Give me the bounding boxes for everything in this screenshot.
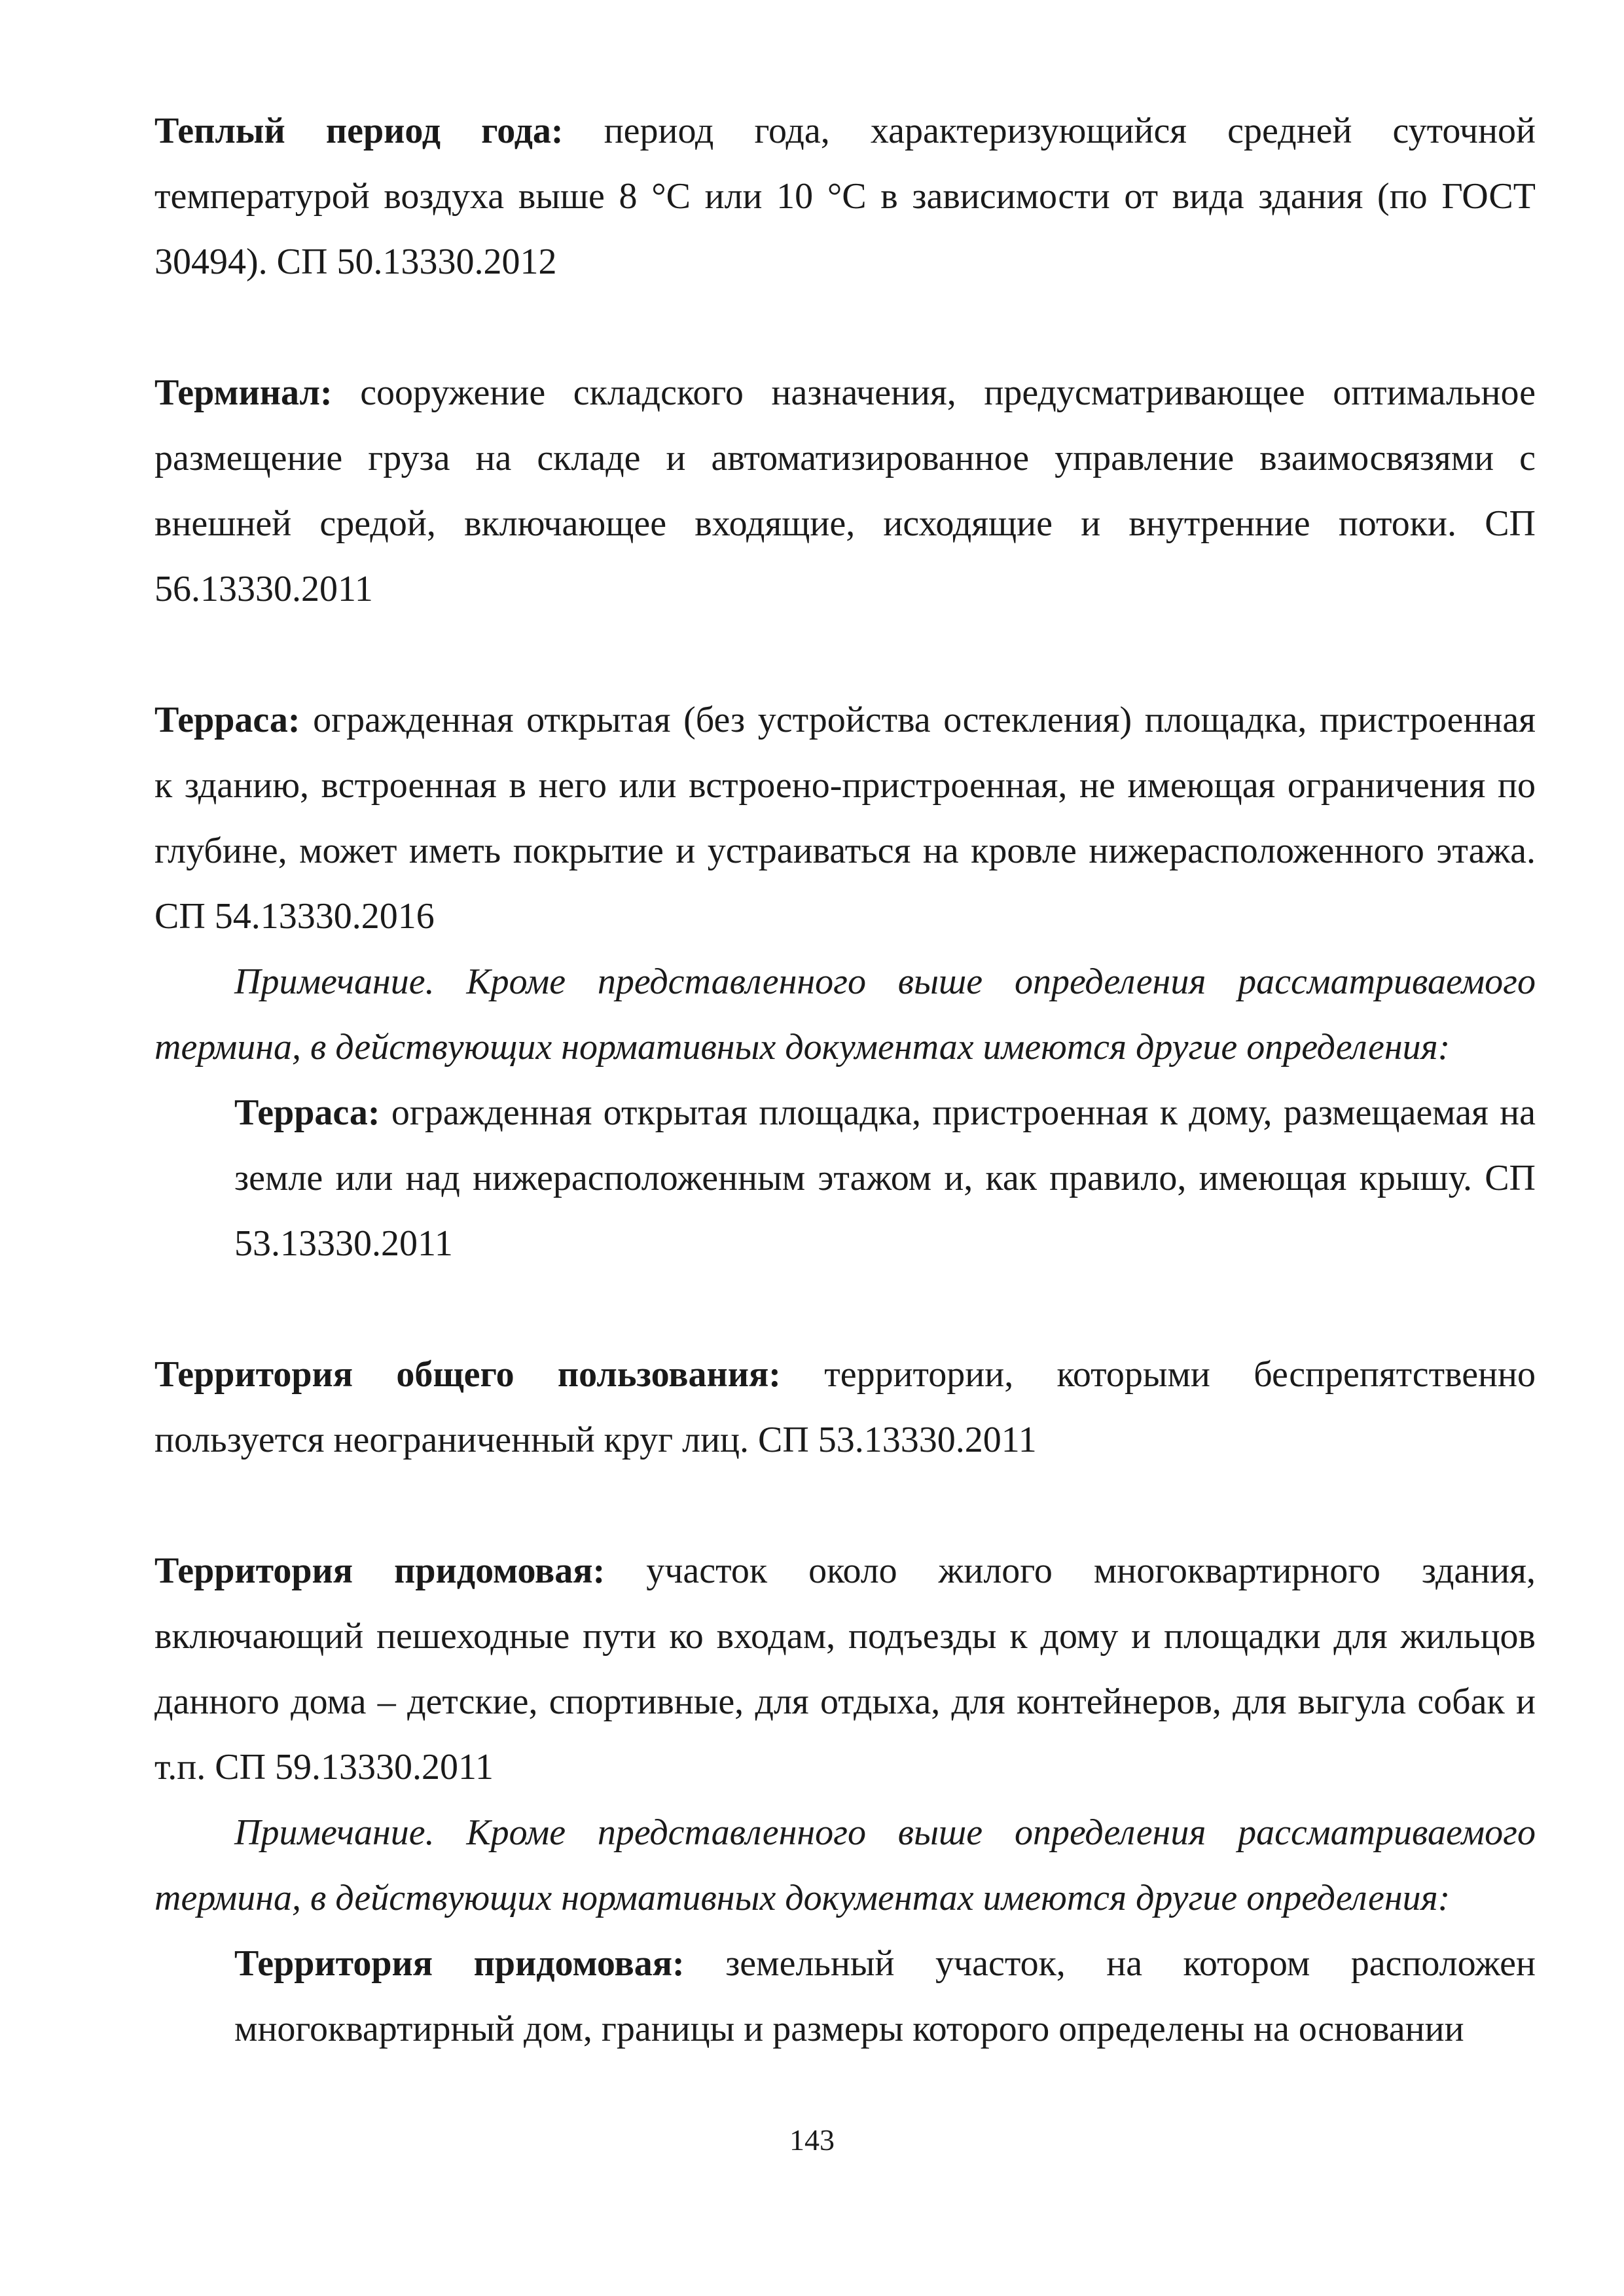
definition: период года, характеризующийся средней суточной температурой воздуха выше 8 °С или 10 °С в зависимости от вида здания (по ГОСТ 30494). СП 50.13330.2012 [154,111,1536,282]
definition: участок около жилого многоквартирного здания, включающий пешеходные пути ко входам, подъезды к дому и площадки для жильцов данного дома – детские, спортивные, для отдыха, для контейнеров, для выгула собак и т.п. СП 59.13330.2011 [154,1551,1536,1787]
definition: огражденная открытая (без устройства остекления) площадка, пристроенная к зданию, встроенная в него или встроено-пристроенная, не имеющая ограничения по глубине, может иметь покрытие и устраиваться на кровле нижерасположенного этажа. СП 54.13330.2016 [154,700,1536,937]
definition: сооружение складского назначения, предусматривающее оптимальное размещение груза на складе и автоматизированное управление взаимосвязями с внешней средой, включающее входящие, исходящие и внутренние потоки. СП 56.13330.2011 [154,372,1536,609]
term: Терминал: [154,372,333,413]
term: Теплый период года: [154,111,564,151]
glossary-entry-terminal [154,360,1536,622]
term: Территория общего пользования: [154,1354,781,1395]
sub-entry [234,1931,1536,2062]
document-page [154,98,1536,2062]
glossary-entry-public-territory [154,1342,1536,1473]
definition: территории, которыми беспрепятственно пользуется неограниченный круг лиц. СП 53.13330.2011 [154,1354,1536,1460]
glossary-entry-terrace [154,687,1536,1276]
note: Примечание. Кроме представленного выше определения рассматриваемого термина, в действующих нормативных документах имеются другие определения: [154,961,1536,1067]
sub-term: Территория придомовая: [234,1943,685,1984]
page-number: 143 [789,2123,835,2157]
glossary-entry-warm-period [154,98,1536,295]
sub-definition: огражденная открытая площадка, пристроенная к дому, размещаемая на земле или над нижерасположенным этажом и, как правило, имеющая крышу. СП 53.13330.2011 [234,1092,1536,1264]
note: Примечание. Кроме представленного выше определения рассматриваемого термина, в действующих нормативных документах имеются другие определения: [154,1812,1536,1918]
sub-definition: земельный участок, на котором расположен многоквартирный дом, границы и размеры которого определены на основании [234,1943,1536,2049]
sub-term: Терраса: [234,1092,380,1133]
term: Территория придомовая: [154,1551,605,1591]
term: Терраса: [154,700,300,740]
glossary-entry-adjacent-territory [154,1538,1536,2062]
sub-entry [234,1080,1536,1276]
